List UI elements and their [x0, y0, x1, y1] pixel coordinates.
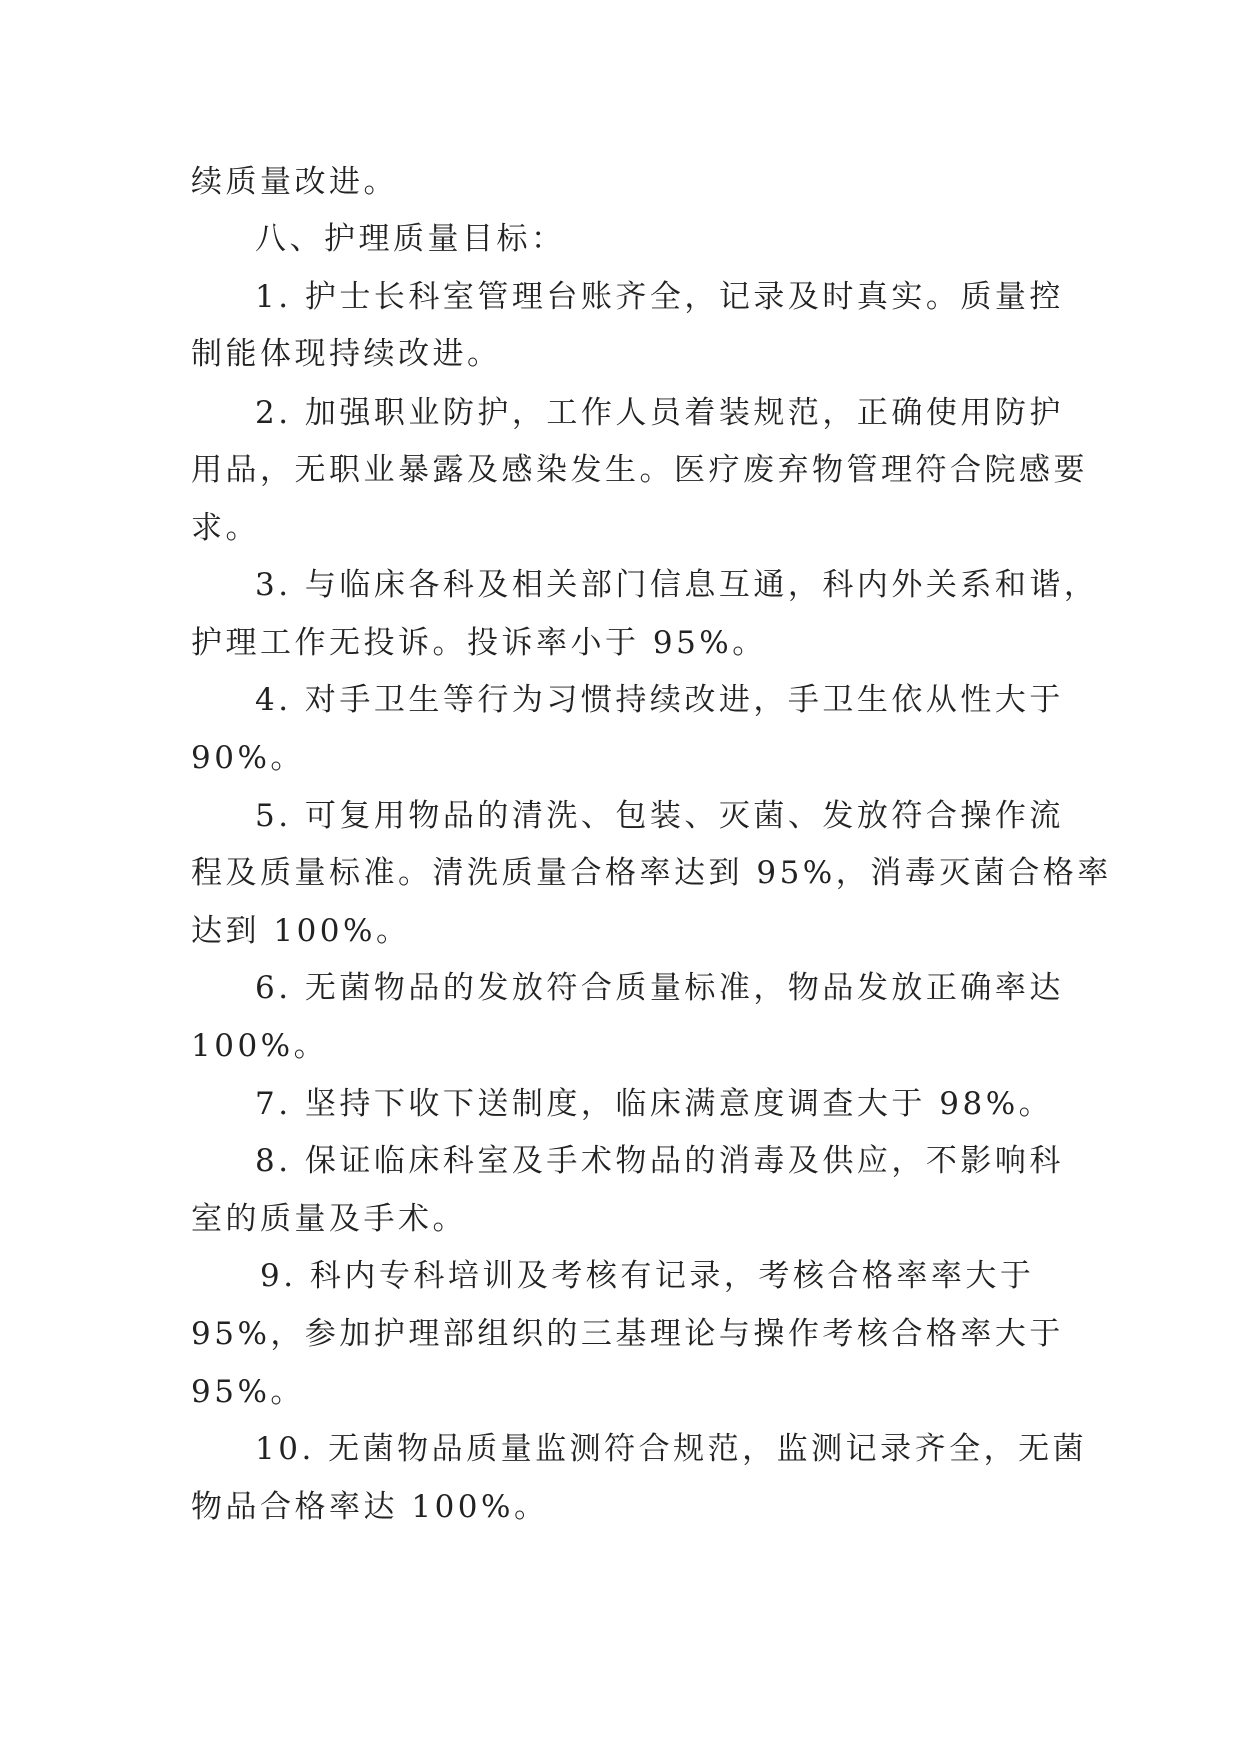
list-item-2: 2. 加强职业防护，工作人员着装规范，正确使用防护: [255, 395, 1064, 431]
text-line: 室的质量及手术。: [191, 1201, 467, 1237]
list-item-7: 7. 坚持下收下送制度，临床满意度调查大于 98%。: [255, 1086, 1054, 1122]
section-heading: 八、护理质量目标：: [255, 221, 566, 257]
text-line: 达到 100%。: [191, 913, 411, 949]
list-item-5: 5. 可复用物品的清洗、包装、灭菌、发放符合操作流: [255, 798, 1064, 834]
list-item-1: 1. 护士长科室管理台账齐全，记录及时真实。质量控: [255, 279, 1064, 315]
text-line: 90%。: [191, 740, 305, 776]
list-item-3: 3. 与临床各科及相关部门信息互通，科内外关系和谐，: [255, 567, 1099, 603]
text-line: 物品合格率达 100%。: [191, 1489, 549, 1525]
text-line: 求。: [191, 510, 260, 546]
text-line: 95%。: [191, 1374, 305, 1410]
text-line: 护理工作无投诉。投诉率小于 95%。: [191, 625, 767, 661]
text-line: 100%。: [191, 1028, 329, 1064]
text-line: 用品，无职业暴露及感染发生。医疗废弃物管理符合院感要: [191, 452, 1088, 488]
text-line: 程及质量标准。清洗质量合格率达到 95%，消毒灭菌合格率: [191, 855, 1112, 891]
text-line: 制能体现持续改进。: [191, 336, 502, 372]
list-item-6: 6. 无菌物品的发放符合质量标准，物品发放正确率达: [255, 970, 1064, 1006]
text-line: 95%，参加护理部组织的三基理论与操作考核合格率大于: [191, 1316, 1064, 1352]
list-item-8: 8. 保证临床科室及手术物品的消毒及供应，不影响科: [255, 1143, 1064, 1179]
list-item-9: 9. 科内专科培训及考核有记录，考核合格率率大于: [260, 1258, 1035, 1294]
list-item-4: 4. 对手卫生等行为习惯持续改进，手卫生依从性大于: [255, 682, 1064, 718]
text-line: 续质量改进。: [191, 164, 398, 200]
list-item-10: 10. 无菌物品质量监测符合规范，监测记录齐全，无菌: [255, 1431, 1088, 1467]
